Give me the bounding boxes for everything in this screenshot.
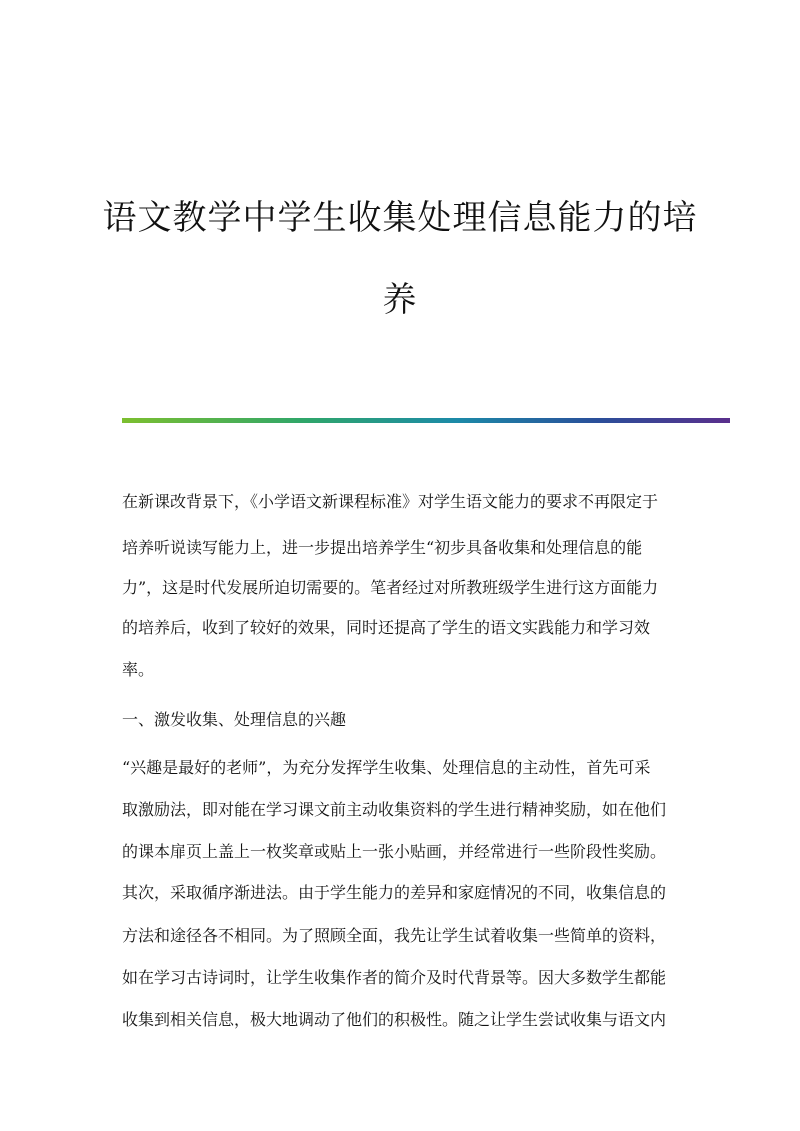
paragraph-1-line-1: 在新课改背景下，《小学语文新课程标准》对学生语文能力的要求不再限定于 (122, 492, 659, 511)
paragraph-1-line-2: 培养听说读写能力上，进一步提出培养学生“初步具备收集和处理信息的能 (122, 538, 643, 557)
paragraph-2-line-7: 收集到相关信息，极大地调动了他们的积极性。随之让学生尝试收集与语文内 (122, 1010, 667, 1029)
paragraph-2-line-6: 如在学习古诗词时，让学生收集作者的简介及时代背景等。因大多数学生都能 (122, 968, 667, 987)
paragraph-2-line-5: 方法和途径各不相同。为了照顾全面，我先让学生试着收集一些简单的资料， (122, 926, 667, 945)
section-1-heading: 一、激发收集、处理信息的兴趣 (122, 710, 347, 729)
paragraph-1-line-5: 率。 (122, 660, 155, 679)
paragraph-2-line-3: 的课本扉页上盖上一枚奖章或贴上一张小贴画，并经常进行一些阶段性奖励。 (122, 842, 667, 861)
paragraph-1-line-3: 力”，这是时代发展所迫切需要的。笔者经过对所教班级学生进行这方面能力 (122, 578, 659, 597)
paragraph-2-line-2: 取激励法，即对能在学习课文前主动收集资料的学生进行精神奖励，如在他们 (122, 800, 667, 819)
title-divider-gradient-rule (122, 418, 730, 423)
paragraph-2-line-1: “兴趣是最好的老师”，为充分发挥学生收集、处理信息的主动性，首先可采 (122, 758, 651, 777)
paragraph-2-line-4: 其次，采取循序渐进法。由于学生能力的差异和家庭情况的不同，收集信息的 (122, 883, 667, 902)
document-title-line-1: 语文教学中学生收集处理信息能力的培 (102, 198, 698, 238)
paragraph-1-line-4: 的培养后，收到了较好的效果，同时还提高了学生的语文实践能力和学习效 (122, 618, 651, 637)
document-title-line-2: 养 (382, 280, 418, 320)
